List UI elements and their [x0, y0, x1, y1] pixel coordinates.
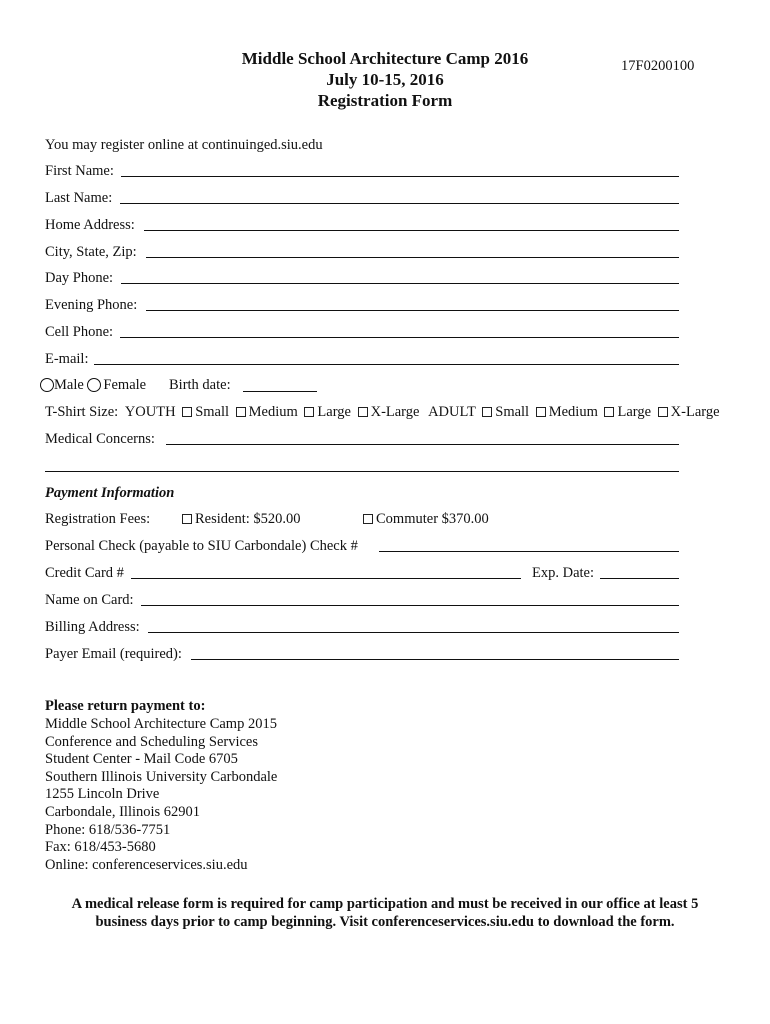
last-name-field[interactable] — [120, 203, 679, 204]
check-number-field[interactable] — [379, 551, 679, 552]
youth-medium-checkbox[interactable] — [236, 407, 246, 417]
adult-large-checkbox[interactable] — [604, 407, 614, 417]
youth-large-checkbox[interactable] — [304, 407, 314, 417]
return-address — [45, 716, 277, 874]
youth-large-label: Large — [317, 404, 351, 420]
youth-xlarge-label: X-Large — [370, 404, 420, 420]
billing-address-label: Billing Address: — [45, 619, 140, 635]
evening-phone-label: Evening Phone: — [45, 297, 138, 313]
gender-row — [40, 377, 146, 394]
camp-dates: July 10-15, 2016 — [326, 70, 444, 89]
email-field[interactable] — [94, 364, 679, 365]
exp-date-label: Exp. Date: — [532, 565, 595, 581]
last-name-label: Last Name: — [45, 190, 113, 206]
adult-small-checkbox[interactable] — [482, 407, 492, 417]
name-on-card-label: Name on Card: — [45, 592, 134, 608]
return-line: 1255 Lincoln Drive — [45, 786, 160, 803]
first-name-label: First Name: — [45, 163, 114, 179]
adult-label: ADULT — [428, 404, 476, 420]
medical-field-line-2[interactable] — [45, 471, 679, 472]
form-title: Middle School Architecture Camp 2016 — [241, 49, 529, 68]
payment-heading: Payment Information — [45, 485, 175, 501]
adult-small-label: Small — [495, 404, 530, 420]
male-label: Male — [54, 377, 84, 393]
return-line: Online: conferenceservices.siu.edu — [45, 856, 248, 873]
credit-card-label: Credit Card # — [45, 565, 124, 581]
day-phone-label: Day Phone: — [45, 270, 114, 286]
home-address-label: Home Address: — [45, 217, 135, 233]
adult-medium-checkbox[interactable] — [536, 407, 546, 417]
cell-phone-label: Cell Phone: — [45, 324, 114, 340]
city-state-zip-field[interactable] — [146, 257, 679, 258]
resident-label: Resident: $520.00 — [195, 511, 301, 527]
form-subtitle: Registration Form — [317, 91, 453, 110]
intro-text: You may register online at continuinged.siu.edu — [45, 137, 323, 153]
return-line: Fax: 618/453-5680 — [45, 839, 156, 856]
tshirt-label: T-Shirt Size: — [45, 404, 119, 420]
tshirt-row — [45, 404, 720, 421]
return-line: Carbondale, Illinois 62901 — [45, 803, 201, 820]
male-radio[interactable] — [40, 378, 54, 392]
exp-date-field[interactable] — [600, 578, 679, 579]
medical-notice-line-2: business days prior to camp beginning. Visit conferenceservices.siu.edu to download the form. — [95, 914, 675, 930]
fees-label: Registration Fees: — [45, 511, 151, 527]
adult-large-label: Large — [617, 404, 652, 420]
resident-checkbox[interactable] — [182, 514, 192, 524]
check-label: Personal Check (payable to SIU Carbondale) Check # — [45, 538, 358, 554]
return-line: Phone: 618/536-7751 — [45, 821, 171, 838]
female-radio[interactable] — [87, 378, 101, 392]
return-line: Southern Illinois University Carbondale — [45, 768, 278, 785]
birth-date-label: Birth date: — [169, 377, 231, 393]
billing-address-field[interactable] — [148, 632, 679, 633]
payer-email-field[interactable] — [191, 659, 679, 660]
name-on-card-field[interactable] — [141, 605, 679, 606]
home-address-field[interactable] — [144, 230, 679, 231]
medical-notice-line-1: A medical release form is required for camp participation and must be received in our office at least 5 — [71, 896, 699, 912]
youth-label: YOUTH — [124, 404, 176, 420]
youth-medium-label: Medium — [248, 404, 298, 420]
payer-email-label: Payer Email (required): — [45, 646, 182, 662]
adult-xlarge-label: X-Large — [670, 404, 720, 420]
adult-xlarge-checkbox[interactable] — [658, 407, 668, 417]
birth-date-field[interactable] — [243, 391, 317, 392]
youth-small-checkbox[interactable] — [182, 407, 192, 417]
medical-field[interactable] — [166, 444, 679, 445]
commuter-label: Commuter $370.00 — [376, 511, 489, 527]
return-line: Middle School Architecture Camp 2015 — [45, 716, 277, 732]
youth-small-label: Small — [195, 404, 230, 420]
first-name-field[interactable] — [121, 176, 679, 177]
female-label: Female — [103, 377, 147, 393]
city-state-zip-label: City, State, Zip: — [45, 244, 137, 260]
form-code: 17F0200100 — [621, 58, 695, 74]
commuter-checkbox[interactable] — [363, 514, 373, 524]
evening-phone-field[interactable] — [146, 310, 679, 311]
return-line: Conference and Scheduling Services — [45, 733, 258, 750]
medical-label: Medical Concerns: — [45, 431, 155, 447]
commuter-option — [360, 511, 489, 528]
youth-xlarge-checkbox[interactable] — [358, 407, 368, 417]
email-label: E-mail: — [45, 351, 89, 367]
day-phone-field[interactable] — [121, 283, 679, 284]
credit-card-field[interactable] — [131, 578, 521, 579]
cell-phone-field[interactable] — [120, 337, 679, 338]
return-heading: Please return payment to: — [45, 698, 206, 714]
return-line: Student Center - Mail Code 6705 — [45, 751, 238, 768]
adult-medium-label: Medium — [548, 404, 598, 420]
resident-option — [179, 511, 301, 528]
